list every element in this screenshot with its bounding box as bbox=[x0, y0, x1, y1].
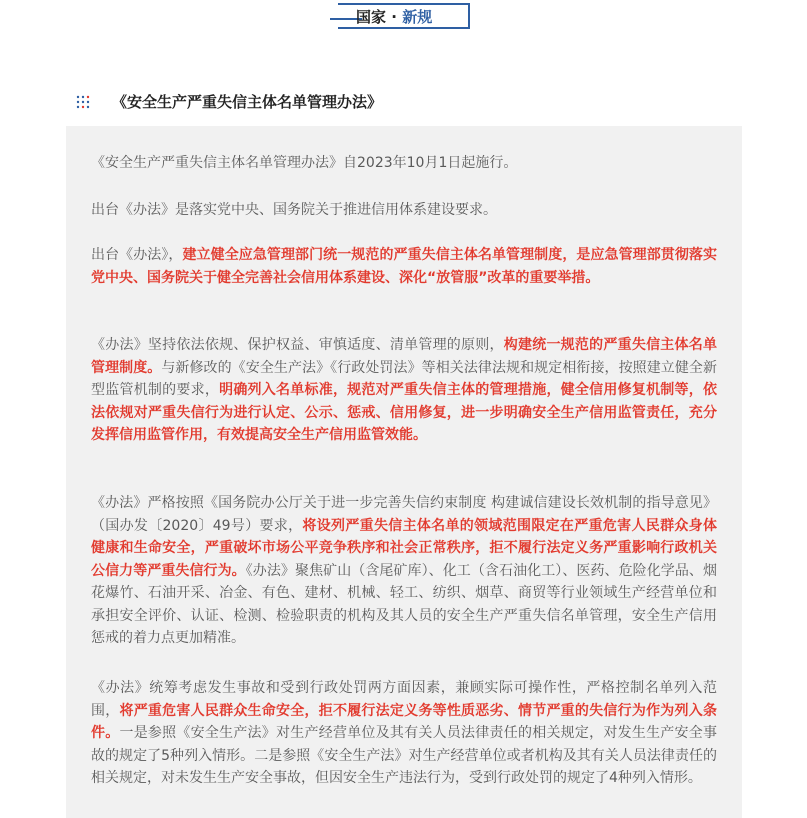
badge-right-bar bbox=[468, 3, 470, 29]
badge-part2: 新规 bbox=[402, 8, 433, 26]
highlighted-text: 将严重危害人民群众生命安全，拒不履行法定义务等性质恶劣、情节严重的失信行为作为列入条件。 bbox=[91, 702, 718, 741]
section-badge bbox=[330, 3, 470, 29]
body-text: 《办法》聚焦矿山（含尾矿库）、化工（含石油化工）、医药、危险化学品、烟花爆竹、石油开采、冶金、有色、建材、机械、轻工、纺织、烟草、商贸等行业领域生产经营单位和承担安全评价、认证、检测、检验职责的机构及其人员的安全生产严重失信名单管理，安全生产信用惩戒的着力点更加精准。 bbox=[91, 562, 717, 646]
paragraph-5 bbox=[91, 492, 717, 650]
body-text: 《安全生产严重失信主体名单管理办法》自2023年10月1日起施行。 bbox=[91, 155, 518, 171]
paragraph-4 bbox=[91, 334, 717, 447]
body-text: 出台《办法》是落实党中央、国务院关于推进信用体系建设要求。 bbox=[91, 202, 497, 218]
badge-part1: 国家 bbox=[356, 8, 387, 26]
badge-top-line bbox=[338, 3, 470, 5]
highlighted-text: 明确列入名单标准，规范对严重失信主体的管理措施，健全信用修复机制等，依法依规对严重失信行为进行认定、公示、惩戒、信用修复，进一步明确安全生产信用监管责任，充分发挥信用监管作用，有效提高安全生产信用监管效能。 bbox=[91, 382, 717, 443]
article-title-row bbox=[76, 91, 382, 112]
dots-grid-icon bbox=[76, 95, 90, 109]
paragraph-6 bbox=[91, 677, 717, 790]
article-body bbox=[66, 126, 742, 818]
paragraph-2 bbox=[91, 199, 717, 222]
body-text: 《办法》严格按照《国务院办公厅关于进一步完善失信约束制度 构建诚信建设长效机制的指导意见》（国办发〔2020〕49号）要求， bbox=[91, 495, 717, 534]
body-text: 《办法》统筹考虑发生事故和受到行政处罚两方面因素，兼顾实际可操作性，严格控制名单列入范围， bbox=[91, 680, 717, 719]
paragraph-3 bbox=[91, 244, 717, 289]
highlighted-text: 建立健全应急管理部门统一规范的严重失信主体名单管理制度，是应急管理部贯彻落实党中央、国务院关于健全完善社会信用体系建设、深化“放管服”改革的重要举措。 bbox=[91, 247, 718, 286]
paragraph-1 bbox=[91, 152, 717, 175]
badge-separator: · bbox=[391, 8, 397, 26]
body-text: 《办法》坚持依法依规、保护权益、审慎适度、清单管理的原则， bbox=[91, 337, 504, 353]
highlighted-text: 构建统一规范的严重失信主体名单管理制度。 bbox=[91, 337, 718, 376]
body-text: 出台《办法》， bbox=[91, 247, 183, 263]
badge-label bbox=[356, 6, 432, 27]
body-text: 一是参照《安全生产法》对生产经营单位及其有关人员法律责任的相关规定，对发生生产安全事故的规定了5种列入情形。二是参照《安全生产法》对生产经营单位或者机构及其有关人员法律责任的相关规定，对未发生生产安全事故，但因安全生产违法行为，受到行政处罚的规定了4种列入情形。 bbox=[91, 725, 718, 786]
article-title: 《安全生产严重失信主体名单管理办法》 bbox=[112, 93, 383, 111]
highlighted-text: 将设列严重失信主体名单的领域范围限定在严重危害人民群众身体健康和生命安全，严重破坏市场公平竞争秩序和社会正常秩序，拒不履行法定义务严重影响行政机关公信力等严重失信行为。 bbox=[91, 517, 717, 579]
badge-bottom-line bbox=[338, 27, 470, 29]
body-text: 与新修改的《安全生产法》《行政处罚法》等相关法律法规和规定相衔接，按照建立健全新型监管机制的要求， bbox=[91, 359, 718, 398]
